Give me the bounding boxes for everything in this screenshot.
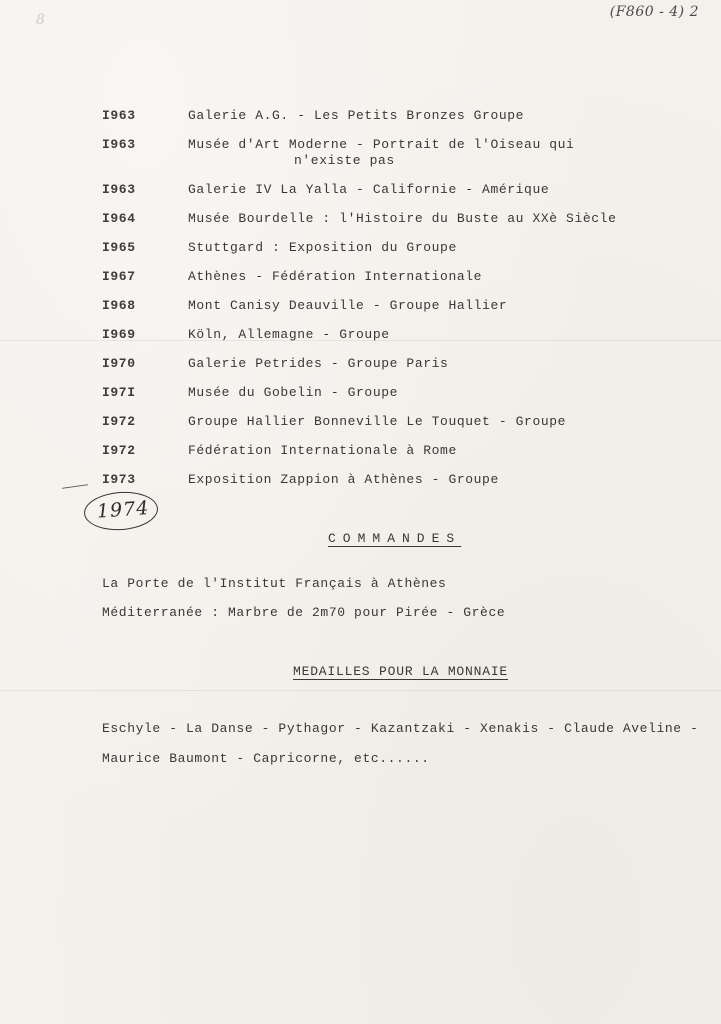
exhibition-year: I973 xyxy=(102,472,136,487)
exhibition-row xyxy=(102,211,702,227)
handwritten-year-circle xyxy=(83,489,159,532)
exhibition-row xyxy=(102,182,702,198)
pencil-mark: 8 xyxy=(36,12,45,28)
exhibition-row xyxy=(102,108,702,124)
exhibition-description: Exposition Zappion à Athènes - Groupe xyxy=(188,472,499,487)
exhibition-list xyxy=(102,108,702,501)
exhibition-description: Stuttgard : Exposition du Groupe xyxy=(188,240,457,255)
exhibition-description: Musée du Gobelin - Groupe xyxy=(188,385,399,400)
exhibition-year: I965 xyxy=(102,240,136,255)
exhibition-year: I967 xyxy=(102,269,136,284)
exhibition-description: Mont Canisy Deauville - Groupe Hallier xyxy=(188,298,508,313)
exhibition-description: Galerie A.G. - Les Petits Bronzes Groupe xyxy=(188,108,525,123)
exhibition-row xyxy=(102,385,702,401)
commandes-heading: COMMANDES xyxy=(328,531,462,546)
exhibition-row xyxy=(102,269,702,285)
exhibition-year: I969 xyxy=(102,327,136,342)
paper-crease xyxy=(0,690,721,691)
exhibition-description-continued: n'existe pas xyxy=(294,153,395,168)
exhibition-row xyxy=(102,240,702,256)
exhibition-row xyxy=(102,414,702,430)
exhibition-description: Athènes - Fédération Internationale xyxy=(188,269,483,284)
exhibition-description: Groupe Hallier Bonneville Le Touquet - Groupe xyxy=(188,414,567,429)
exhibition-row xyxy=(102,472,702,488)
exhibition-year: I963 xyxy=(102,182,136,197)
exhibition-description: Musée d'Art Moderne - Portrait de l'Oiseau qui xyxy=(188,137,575,152)
handwritten-dash xyxy=(62,484,88,489)
exhibition-year: I970 xyxy=(102,356,136,371)
exhibition-row xyxy=(102,327,702,343)
exhibition-year: I97I xyxy=(102,385,136,400)
exhibition-year: I963 xyxy=(102,137,136,152)
exhibition-row xyxy=(102,356,702,372)
exhibition-row xyxy=(102,298,702,314)
exhibition-description: Galerie IV La Yalla - Californie - Amérique xyxy=(188,182,550,197)
exhibition-description: Fédération Internationale à Rome xyxy=(188,443,457,458)
medailles-heading: MEDAILLES POUR LA MONNAIE xyxy=(293,664,509,679)
exhibition-year: I963 xyxy=(102,108,136,123)
handwritten-year: 1974 xyxy=(96,497,150,523)
exhibition-description: Köln, Allemagne - Groupe xyxy=(188,327,390,342)
commande-item: Méditerranée : Marbre de 2m70 pour Pirée - Grèce xyxy=(102,605,506,620)
commande-item: La Porte de l'Institut Français à Athènes xyxy=(102,576,447,591)
medailles-line: Eschyle - La Danse - Pythagor - Kazantzaki - Xenakis - Claude Aveline - xyxy=(102,721,699,736)
exhibition-year: I972 xyxy=(102,414,136,429)
reference-note: (F860 - 4) 2 xyxy=(609,4,699,20)
exhibition-description: Galerie Petrides - Groupe Paris xyxy=(188,356,449,371)
medailles-line: Maurice Baumont - Capricorne, etc...... xyxy=(102,751,430,766)
exhibition-row xyxy=(102,137,702,169)
exhibition-description: Musée Bourdelle : l'Histoire du Buste au XXè Siècle xyxy=(188,211,617,226)
exhibition-year: I964 xyxy=(102,211,136,226)
exhibition-year: I968 xyxy=(102,298,136,313)
exhibition-row xyxy=(102,443,702,459)
exhibition-year: I972 xyxy=(102,443,136,458)
